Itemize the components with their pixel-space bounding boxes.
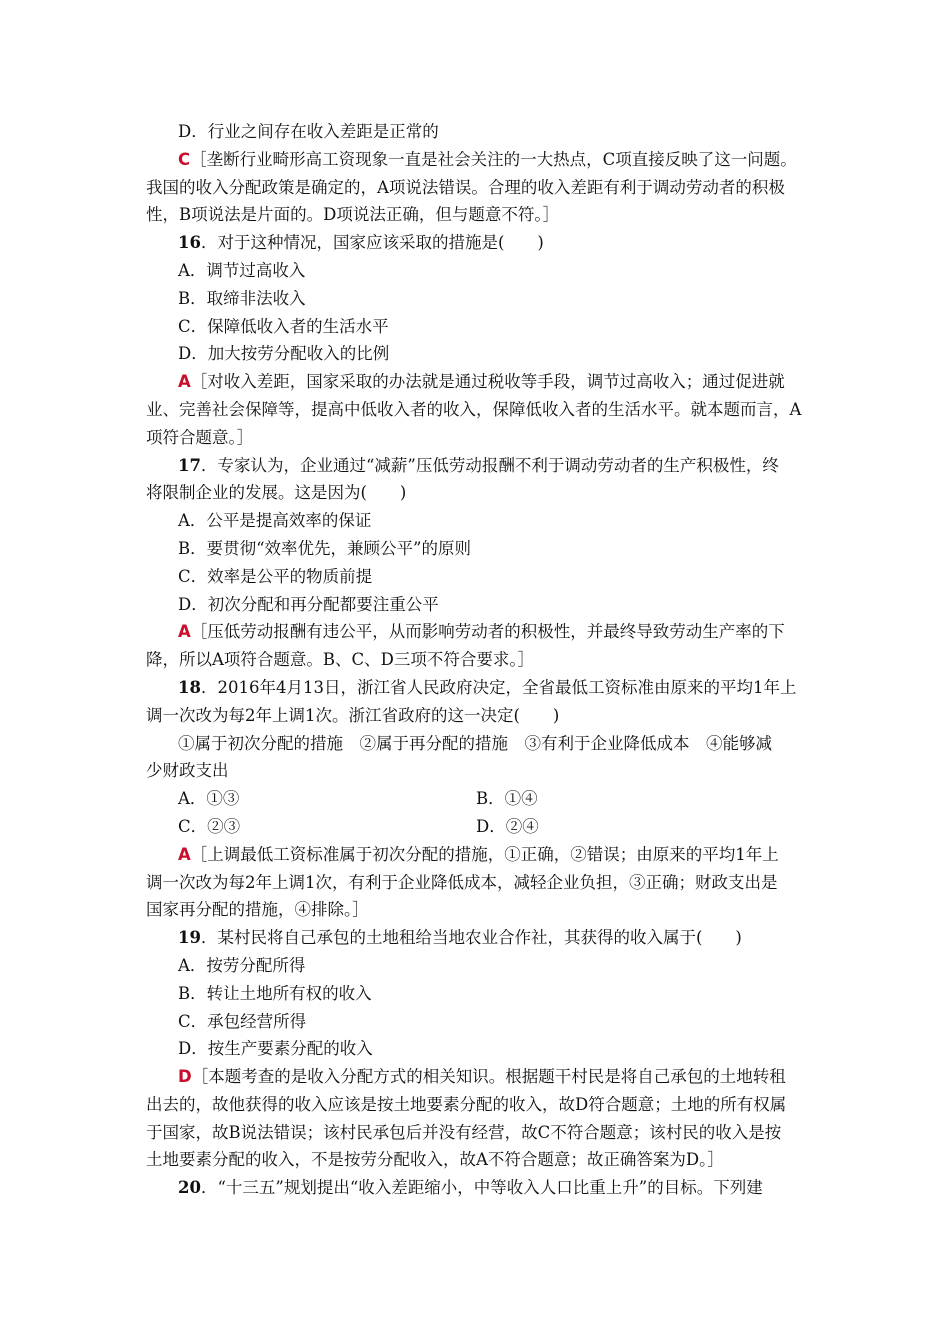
q17-option-a: A．公平是提高效率的保证 [178,511,372,531]
q16-option-c: C．保障低收入者的生活水平 [178,316,389,336]
q16-exp-line3: 项符合题意。］ [146,427,254,447]
q19-stem: 19．某村民将自己承包的土地租给当地农业合作社，其获得的收入属于( ) [178,928,742,948]
q20-number: 20 [178,1178,201,1198]
q16-option-a: A．调节过高收入 [178,260,306,280]
q16-option-b: B．取缔非法收入 [178,288,306,308]
q18-options-row1 [146,785,814,813]
q17-option-d: D．初次分配和再分配都要注重公平 [178,594,439,614]
q16-answer: A [178,372,191,392]
q17-explanation: A［压低劳动报酬有违公平，从而影响劳动者的积极性，并最终导致劳动生产率的下 [178,622,785,642]
q18-explanation: A［上调最低工资标准属于初次分配的措施，①正确，②错误；由原来的平均1年上 [178,844,779,864]
q16-explanation: A［对收入差距，国家采取的办法就是通过税收等手段，调节过高收入；通过促进就 [178,372,785,392]
q15-explanation [146,146,814,174]
q19-exp-line4: 土地要素分配的收入，不是按劳分配收入，故A不符合题意；故正确答案为D。］ [146,1150,724,1170]
q19-option-d: D．按生产要素分配的收入 [178,1039,373,1059]
q18-exp-line2: 调一次改为每2年上调1次，有利于企业降低成本，减轻企业负担，③正确；财政支出是 [146,872,778,892]
q18-items: ①属于初次分配的措施 ②属于再分配的措施 ③有利于企业降低成本 ④能够减 [178,733,772,753]
q18-option-b: B．①④ [476,789,538,809]
q15-exp-line1: ［垄断行业畸形高工资现象一直是社会关注的一大热点，C项直接反映了这一问题。 [190,149,797,169]
q15-option-d: D．行业之间存在收入差距是正常的 [178,122,439,141]
q19-number: 19 [178,928,201,948]
q19-option-b: B．转让土地所有权的收入 [178,983,372,1003]
q16-stem: 16．对于这种情况，国家应该采取的措施是( ) [178,233,544,253]
q16-exp-line2: 业、完善社会保障等，提高中低收入者的收入，保障低收入者的生活水平。就本题而言，A [146,399,802,419]
q18-option-c: C．②③ [178,816,241,836]
q18-stem-line2: 调一次改为每2年上调1次。浙江省政府的这一决定( ) [146,705,560,725]
q18-number: 18 [178,677,201,697]
q19-option-c: C．承包经营所得 [178,1011,307,1031]
q17-stem: 17．专家认为，企业通过“减薪”压低劳动报酬不利于调动劳动者的生产积极性，终 [178,455,779,475]
q16-number: 16 [178,233,201,253]
q17-answer: A [178,622,191,642]
q19-answer: D [178,1067,192,1087]
q19-exp-line3: 于国家，故B说法错误；该村民承包后并没有经营，故C不符合题意；该村民的收入是按 [146,1122,782,1142]
q19-option-a: A．按劳分配所得 [178,955,306,975]
q17-number: 17 [178,455,201,475]
q18-items-line2: 少财政支出 [146,761,229,781]
q20-stem: 20．“十三五”规划提出“收入差距缩小，中等收入人口比重上升”的目标。下列建 [178,1178,763,1198]
q16-option-d: D．加大按劳分配收入的比例 [178,344,390,364]
q17-option-b: B．要贯彻“效率优先，兼顾公平”的原则 [178,538,471,558]
q18-stem: 18．2016年4月13日，浙江省人民政府决定，全省最低工资标准由原来的平均1年上 [178,677,797,697]
q18-answer: A [178,844,191,864]
question-content [146,118,814,1202]
q18-exp-line3: 国家再分配的措施，④排除。］ [146,900,369,920]
q19-exp-line2: 出去的，故他获得的收入应该是按土地要素分配的收入，故D符合题意；土地的所有权属 [146,1094,787,1114]
q15-exp-line2: 我国的收入分配政策是确定的，A项说法错误。合理的收入差距有利于调动劳动者的积极 [146,177,785,197]
q18-option-d: D．②④ [476,816,539,836]
q17-stem-line2: 将限制企业的发展。这是因为( ) [146,483,407,503]
q15-exp-line3: 性，B项说法是片面的。D项说法正确，但与题意不符。］ [146,205,560,225]
q18-options-row2 [146,813,814,841]
q17-exp-line2: 降，所以A项符合题意。B、C、D三项不符合要求。］ [146,650,535,670]
q17-option-c: C．效率是公平的物质前提 [178,566,373,586]
q15-answer: C [178,149,191,169]
q19-explanation: D［本题考查的是收入分配方式的相关知识。根据题干村民是将自己承包的土地转租 [178,1067,786,1087]
q18-option-a: A．①③ [178,789,240,809]
